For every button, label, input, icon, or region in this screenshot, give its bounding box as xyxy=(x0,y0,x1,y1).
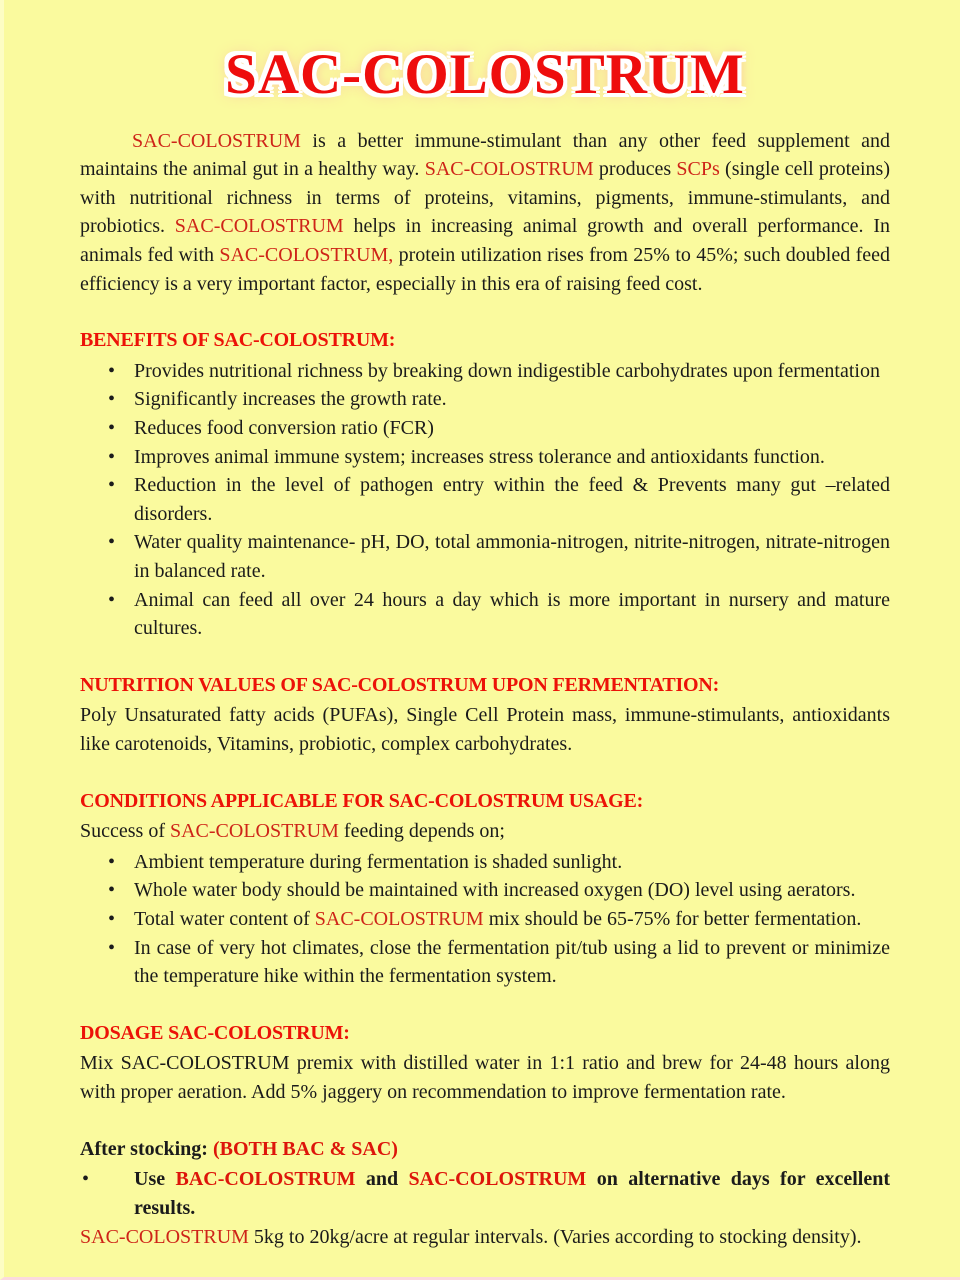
text-run: on alternative days for excellent results. xyxy=(134,1168,891,1219)
bullet-item xyxy=(108,414,890,443)
bullet-item xyxy=(108,471,890,528)
text-run: Provides nutritional richness by breaking down indigestible carbohydrates upon fermentation xyxy=(134,359,880,382)
after-stocking-heading xyxy=(80,1135,890,1164)
bullet-item xyxy=(108,443,890,472)
dosage-heading: DOSAGE SAC-COLOSTRUM: xyxy=(80,1021,350,1044)
bullet-item xyxy=(108,934,890,991)
bullet-item xyxy=(108,385,890,414)
bullet-marker: • xyxy=(108,359,116,382)
text-run: SAC-COLOSTRUM xyxy=(132,129,301,152)
bullet-text xyxy=(134,848,890,877)
section-dosage xyxy=(80,1019,890,1107)
conditions-heading: CONDITIONS APPLICABLE FOR SAC-COLOSTRUM USAGE: xyxy=(80,789,644,812)
bullet-text xyxy=(134,357,890,386)
bullet-text xyxy=(134,586,890,643)
bullet-text xyxy=(134,876,890,905)
text-run: SAC-COLOSTRUM xyxy=(408,1168,587,1191)
text-run: (single cell proteins) with nutritional richness in terms of proteins, vitamins, pigments, immune-stimulants, and probiotics. xyxy=(80,158,891,238)
bullet-text xyxy=(134,443,890,472)
nutrition-heading: NUTRITION VALUES OF SAC-COLOSTRUM UPON FERMENTATION: xyxy=(80,673,720,696)
section-nutrition xyxy=(80,671,890,759)
text-run: SAC-COLOSTRUM, xyxy=(219,244,394,267)
bullet-item xyxy=(108,528,890,585)
section-after-stocking xyxy=(80,1135,890,1252)
text-run: After stocking: xyxy=(80,1137,213,1160)
text-run: Total water content of xyxy=(134,907,315,930)
text-run: SAC-COLOSTRUM xyxy=(80,1226,249,1249)
text-run: mix should be 65-75% for better fermentation. xyxy=(483,907,862,930)
bullet-text xyxy=(134,1165,890,1222)
text-run: helps in increasing animal growth and overall performance. In animals fed with xyxy=(80,215,891,267)
conditions-lead xyxy=(80,817,890,846)
text-run: SAC-COLOSTRUM xyxy=(174,215,344,238)
bullet-marker: • xyxy=(82,1168,90,1191)
bullet-marker: • xyxy=(108,907,116,930)
bullet-text xyxy=(134,934,890,991)
benefits-list xyxy=(80,357,890,643)
bullet-marker: • xyxy=(108,445,116,468)
bullet-item xyxy=(108,586,890,643)
text-run: Reduction in the level of pathogen entry within the feed & Prevents many gut –related disorders. xyxy=(134,474,890,525)
product-title: SAC-COLOSTRUM xyxy=(225,43,745,106)
conditions-list xyxy=(80,848,890,991)
text-run: feeding depends on; xyxy=(338,820,505,843)
text-run: SAC-COLOSTRUM xyxy=(314,907,484,930)
bullet-marker: • xyxy=(108,850,116,873)
bullet-text xyxy=(134,471,890,528)
application-rate-line xyxy=(80,1223,890,1252)
benefits-heading: BENEFITS OF SAC-COLOSTRUM: xyxy=(80,329,396,352)
text-run: Mix SAC-COLOSTRUM premix with distilled water in 1:1 ratio and brew for 24-48 hours along with proper aeration. Add 5% jaggery on recommendation to improve fermentation rate. xyxy=(80,1052,890,1103)
bullet-item xyxy=(82,1165,890,1222)
bullet-text xyxy=(134,414,890,443)
text-run: Reduces food conversion ratio (FCR) xyxy=(134,417,434,440)
text-run: BAC-COLOSTRUM xyxy=(175,1168,356,1191)
bullet-item xyxy=(108,848,890,877)
bullet-marker: • xyxy=(108,417,116,440)
bullet-marker: • xyxy=(108,474,116,497)
text-run: Animal can feed all over 24 hours a day which is more important in nursery and mature cultures. xyxy=(134,588,890,640)
text-run: SAC-COLOSTRUM xyxy=(424,158,594,181)
bullet-text xyxy=(134,528,890,585)
text-run: 5kg to 20kg/acre at regular intervals. (Varies according to stocking density). xyxy=(248,1226,862,1249)
text-run: Ambient temperature during fermentation is shaded sunlight. xyxy=(134,850,623,873)
bullet-marker: • xyxy=(108,388,116,411)
bullet-text xyxy=(134,905,890,934)
after-stocking-list xyxy=(80,1165,890,1222)
text-run: Poly Unsaturated fatty acids (PUFAs), Single Cell Protein mass, immune-stimulants, antioxidants like carotenoids, Vitamins, probiotic, complex carbohydrates. xyxy=(80,704,890,755)
section-benefits xyxy=(80,326,890,643)
dosage-body xyxy=(80,1049,890,1106)
bullet-item xyxy=(108,876,890,905)
text-run: Success of xyxy=(80,820,170,843)
text-run: produces xyxy=(593,158,677,181)
bullet-marker: • xyxy=(108,879,116,902)
text-run: Improves animal immune system; increases stress tolerance and antioxidants function. xyxy=(134,445,825,468)
bullet-text xyxy=(134,385,890,414)
text-run: SCPs xyxy=(676,158,720,181)
text-run: Significantly increases the growth rate. xyxy=(134,388,447,411)
bullet-marker: • xyxy=(108,531,116,554)
text-run: In case of very hot climates, close the fermentation pit/tub using a lid to prevent or minimize the temperature hike within the fermentation system. xyxy=(134,936,890,988)
text-run: Whole water body should be maintained with increased oxygen (DO) level using aerators. xyxy=(134,879,856,902)
text-run: is a better immune-stimulant than any other feed supplement and maintains the animal gut in a healthy way. xyxy=(80,129,890,181)
section-conditions xyxy=(80,787,890,991)
intro-paragraph xyxy=(80,127,890,299)
text-run: SAC-COLOSTRUM xyxy=(169,820,339,843)
bullet-marker: • xyxy=(108,588,116,611)
text-run: (BOTH BAC & SAC) xyxy=(212,1137,398,1160)
text-run: Water quality maintenance- pH, DO, total ammonia-nitrogen, nitrite-nitrogen, nitrate-nitrogen in balanced rate. xyxy=(134,531,890,582)
bullet-item xyxy=(108,357,890,386)
bullet-item xyxy=(108,905,890,934)
text-run: and xyxy=(355,1168,409,1191)
bullet-marker: • xyxy=(108,936,116,959)
nutrition-body xyxy=(80,701,890,758)
text-run: protein utilization rises from 25% to 45%; such doubled feed efficiency is a very important factor, especially in this era of raising feed cost. xyxy=(80,244,890,295)
text-run: Use xyxy=(134,1168,176,1191)
